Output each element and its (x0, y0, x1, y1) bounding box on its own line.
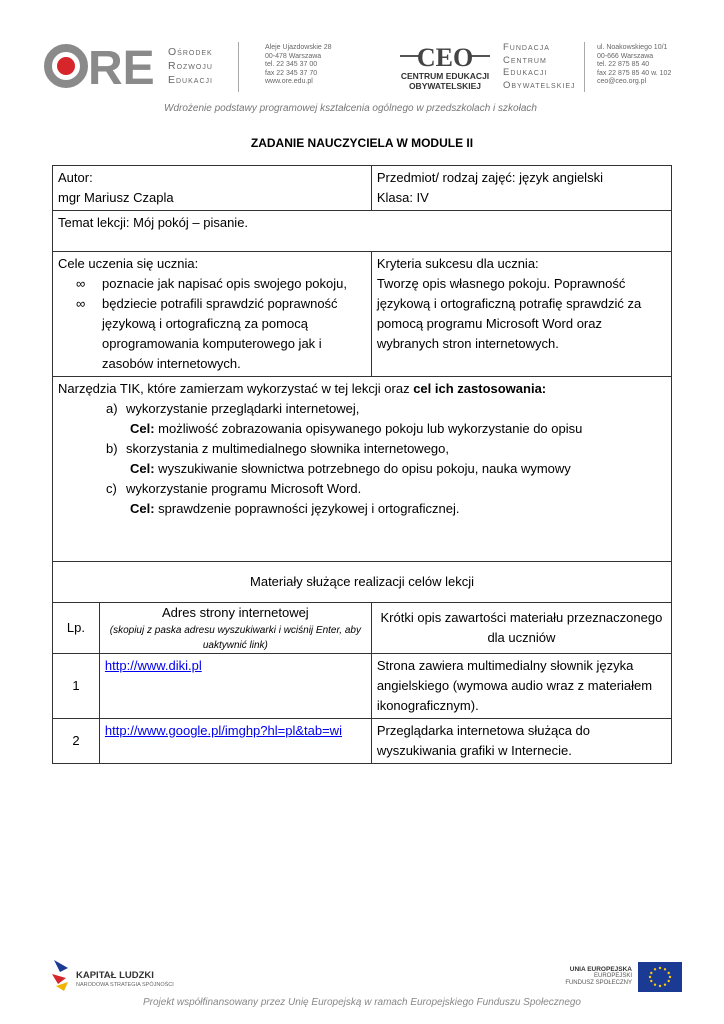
table-row (53, 166, 672, 211)
goal-text: poznacie jak napisać opis swojego pokoju, (102, 276, 347, 291)
tool-text: skorzystania z multimedialnego słownika internetowego, (126, 441, 449, 456)
tool-goal-text: wyszukiwanie słownictwa potrzebnego do opisu pokoju, nauka wymowy (154, 461, 571, 476)
ceo-name-line: Fundacja (503, 42, 550, 53)
col-address-note: (skopiuj z paska adresu wyszukiwarki i wciśnij Enter, aby uaktywnić link) (109, 625, 361, 651)
tools-cell (53, 377, 672, 562)
footer-note: Projekt współfinansowany przez Unię Europejską w ramach Europejskiego Funduszu Społecznego (142, 997, 581, 1008)
tool-text: wykorzystanie przeglądarki internetowej, (126, 401, 360, 416)
svg-text:RE: RE (88, 42, 155, 92)
list-marker: b) (106, 441, 118, 456)
tool-goal (58, 499, 666, 519)
eu-subtitle: EUROPEJSKI FUNDUSZ SPOŁECZNY (565, 973, 632, 986)
goal-prefix: Cel: (130, 421, 155, 436)
goal-text: będziecie potrafili sprawdzić poprawność językową i ortograficzną za pomocą oprogramowania komputerowego jak i zasobów internetowych. (102, 296, 338, 371)
list-item (106, 439, 666, 459)
program-banner: Wdrożenie podstawy programowej kształcenia ogólnego w przedszkolach i szkołach (164, 103, 537, 114)
ceo-logo (398, 42, 492, 92)
ceo-name-line: Centrum (503, 54, 547, 66)
svg-text:CENTRUM EDUKACJI: CENTRUM EDUKACJI (400, 71, 490, 81)
tool-goal (58, 419, 666, 439)
table-row (53, 654, 672, 719)
tool-text: wykorzystanie programu Microsoft Word. (126, 481, 362, 496)
col-desc-header: Krótki opis zawartości materiału przeznaczonego dla uczniów (371, 603, 671, 654)
row-url-cell (99, 654, 371, 719)
col-lp-header: Lp. (53, 603, 100, 654)
row-lp: 2 (53, 719, 100, 764)
criteria-text: Tworzę opis własnego pokoju. Poprawność językową i ortograficzną potrafię sprawdzić za pomocą programu Microsoft Word oraz wybranych stron internetowych. (376, 276, 642, 351)
table-row (53, 252, 672, 377)
col-address-header (99, 603, 371, 654)
infinity-bullet-icon: ∞ (76, 296, 86, 311)
divider (584, 42, 585, 92)
list-item (106, 399, 666, 419)
ore-name-line: Edukacji (168, 74, 213, 86)
lesson-table (52, 165, 672, 764)
kapital-ludzki-logo (50, 958, 72, 997)
tools-intro-bold: cel ich zastosowania: (413, 381, 547, 396)
row-url-cell (99, 719, 371, 764)
list-marker: a) (106, 401, 118, 416)
materials-header: Materiały służące realizacji celów lekcji (53, 562, 672, 603)
row-desc: Przeglądarka internetowa służąca do wyszukiwania grafiki w Internecie. (371, 719, 671, 764)
url-link[interactable]: http://www.google.pl/imghp?hl=pl&tab=wi (104, 723, 342, 738)
table-row (53, 211, 672, 252)
ceo-name (503, 42, 576, 92)
table-row (53, 562, 672, 603)
tool-goal (58, 459, 666, 479)
topic-cell (53, 211, 672, 252)
kl-subtitle: NARODOWA STRATEGIA SPÓJNOŚCI (76, 982, 174, 988)
list-item (58, 294, 366, 374)
list-item (106, 479, 666, 499)
ceo-name-line: Edukacji (503, 67, 548, 78)
eu-text (560, 966, 632, 987)
tool-goal-text: możliwość zobrazowania opisywanego pokoju lub wykorzystanie do opisu (154, 421, 583, 436)
ceo-address: ul. Noakowskiego 10/1 00-666 Warszawa tel. 22 875 85 40 fax 22 875 85 40 w. 102 ceo@ceo.org.pl (597, 44, 672, 85)
url-link[interactable]: http://www.diki.pl (104, 658, 202, 673)
subject-cell (371, 166, 671, 211)
ore-name-line: Ośrodek (168, 46, 213, 58)
goals-cell (53, 252, 372, 377)
author-name: mgr Mariusz Czapla (58, 190, 174, 205)
tool-goal-text: sprawdzenie poprawności językowej i ortograficznej. (154, 501, 460, 516)
ceo-name-line: Obywatelskiej (503, 79, 576, 91)
row-lp: 1 (53, 654, 100, 719)
author-cell (53, 166, 372, 211)
ore-address: Aleje Ujazdowskie 28 00-478 Warszawa tel. 22 345 37 00 fax 22 345 37 70 www.ore.edu.pl (265, 44, 332, 85)
list-marker: c) (106, 481, 117, 496)
goal-prefix: Cel: (130, 501, 155, 516)
goals-label: Cele uczenia się ucznia: (58, 256, 199, 271)
ore-logo (44, 42, 156, 92)
infinity-bullet-icon: ∞ (76, 276, 86, 291)
subject-text: Przedmiot/ rodzaj zajęć: język angielski (376, 170, 603, 185)
tools-intro-text: Narzędzia TIK, które zamierzam wykorzystać w tej lekcji oraz (58, 381, 414, 396)
criteria-label: Kryteria sukcesu dla ucznia: (376, 256, 539, 271)
list-item (58, 274, 366, 294)
tools-intro (58, 379, 666, 399)
class-text: Klasa: IV (376, 190, 429, 205)
ore-name (168, 45, 213, 87)
table-row (53, 719, 672, 764)
table-header-row (53, 603, 672, 654)
eu-flag-icon (638, 962, 682, 997)
page-title: ZADANIE NAUCZYCIELA W MODULE II (250, 136, 474, 150)
author-label: Autor: (58, 170, 93, 185)
svg-text:OBYWATELSKIEJ: OBYWATELSKIEJ (408, 81, 482, 91)
ore-name-line: Rozwoju (168, 60, 213, 72)
kl-title: KAPITAŁ LUDZKI (76, 970, 154, 981)
divider (238, 42, 239, 92)
eu-title: UNIA EUROPEJSKA (569, 966, 632, 973)
row-desc: Strona zawiera multimedialny słownik języka angielskiego (wymowa audio wraz z materiałem ikonograficznym). (371, 654, 671, 719)
svg-text:CEO: CEO (416, 43, 474, 72)
table-row (53, 377, 672, 562)
criteria-cell (371, 252, 671, 377)
topic-text: Temat lekcji: Mój pokój – pisanie. (58, 215, 249, 230)
col-address-label: Adres strony internetowej (162, 605, 309, 620)
goal-prefix: Cel: (130, 461, 155, 476)
